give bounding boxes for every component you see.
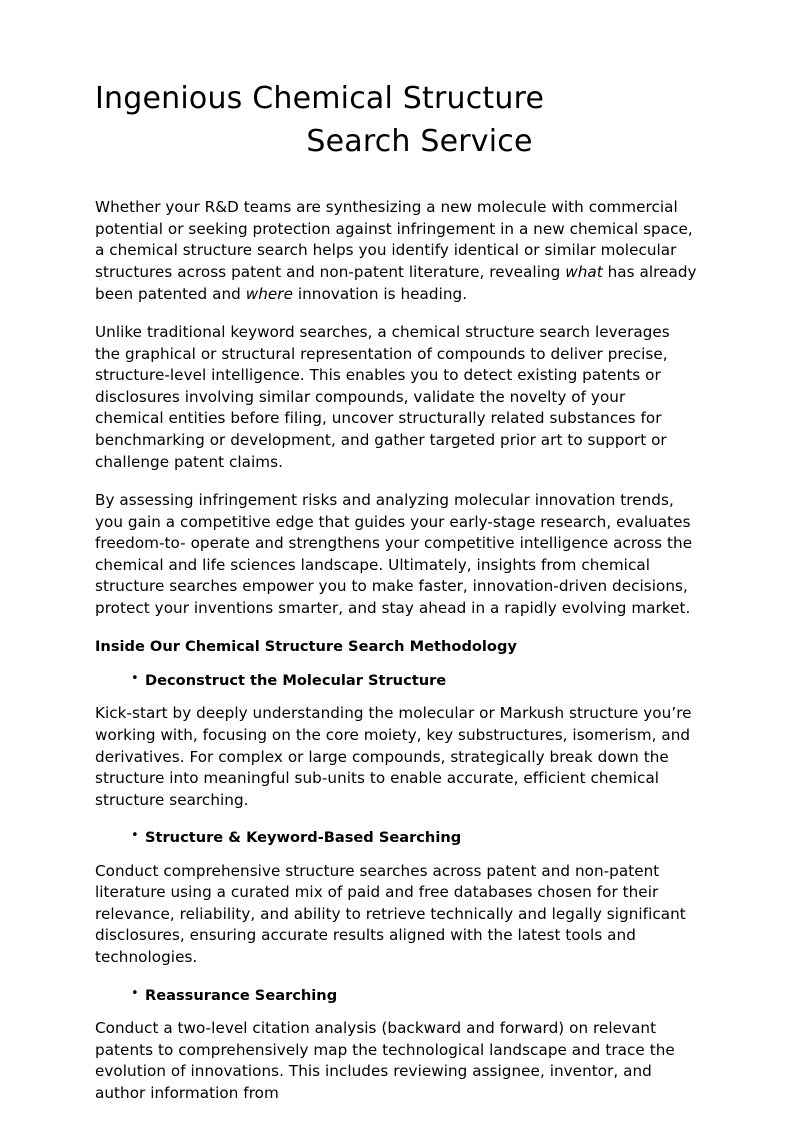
paragraph-emphasis-what: what [565,262,603,281]
paragraph-text-segment: innovation is heading. [292,284,468,303]
list-item [95,986,698,1006]
bullet-dot-icon: • [131,985,139,1001]
methodology-step-body-2: Conduct comprehensive structure searches across patent and non-patent literature using a curated mix of paid and free databases chosen for their relevance, reliability, and ability to retrieve technically and legally significant disclosures, ensuring accurate results aligned with the latest tools and technologies. [95,861,686,967]
methodology-step-body-1: Kick-start by deeply understanding the molecular or Markush structure you’re working with, focusing on the core moiety, key substructures, isomerism, and derivatives. For complex or large compounds, strategically break down the structure into meaningful sub-units to enable accurate, efficient chemical structure searching. [95,704,692,809]
paragraph-emphasis-where: where [245,284,293,303]
paragraph-text-segment: has already been patented and [95,262,697,303]
paragraph-text-segment: Whether your R&D teams are synthesizing a new molecule with commercial potential or seeking protection against infringement in a new chemical space, a chemical structure search helps you identify identical or similar molecular structures across patent and non-patent literature, revealing [95,198,693,281]
intro-paragraph-1 [95,197,698,305]
page-title-line-2: Search Service [306,123,533,159]
methodology-step-label-3: Reassurance Searching [145,986,338,1004]
list-item [95,671,698,691]
intro-paragraph-2: Unlike traditional keyword searches, a chemical structure search leverages the graphical or structural representation of compounds to deliver precise, structure-level intelligence. This enables you to detect existing patents or disclosures involving similar compounds, validate the novelty of your chemical entities before filing, uncover structurally related substances for benchmarking or development, and gather targeted prior art to support or challenge patent claims. [95,323,670,471]
bullet-dot-icon: • [131,671,139,687]
page-title-line-1: Ingenious Chemical Structure [95,81,545,116]
methodology-step-label-1: Deconstruct the Molecular Structure [145,672,447,690]
page-title [95,78,698,163]
methodology-heading: Inside Our Chemical Structure Search Methodology [95,637,517,655]
methodology-step-label-2: Structure & Keyword-Based Searching [145,829,462,847]
intro-paragraph-3: By assessing infringement risks and analyzing molecular innovation trends, you gain a competitive edge that guides your early-stage research, evaluates freedom-to- operate and strengthens your competitive intelligence across the chemical and life sciences landscape. Ultimately, insights from chemical structure searches empower you to make faster, innovation-driven decisions, protect your inventions smarter, and stay ahead in a rapidly evolving market. [95,491,693,618]
bullet-dot-icon: • [131,828,139,844]
list-item [95,828,698,848]
methodology-step-body-3: Conduct a two-level citation analysis (backward and forward) on relevant patents to comprehensively map the technological landscape and trace the evolution of innovations. This includes reviewing assignee, inventor, and author information from [95,1019,675,1102]
